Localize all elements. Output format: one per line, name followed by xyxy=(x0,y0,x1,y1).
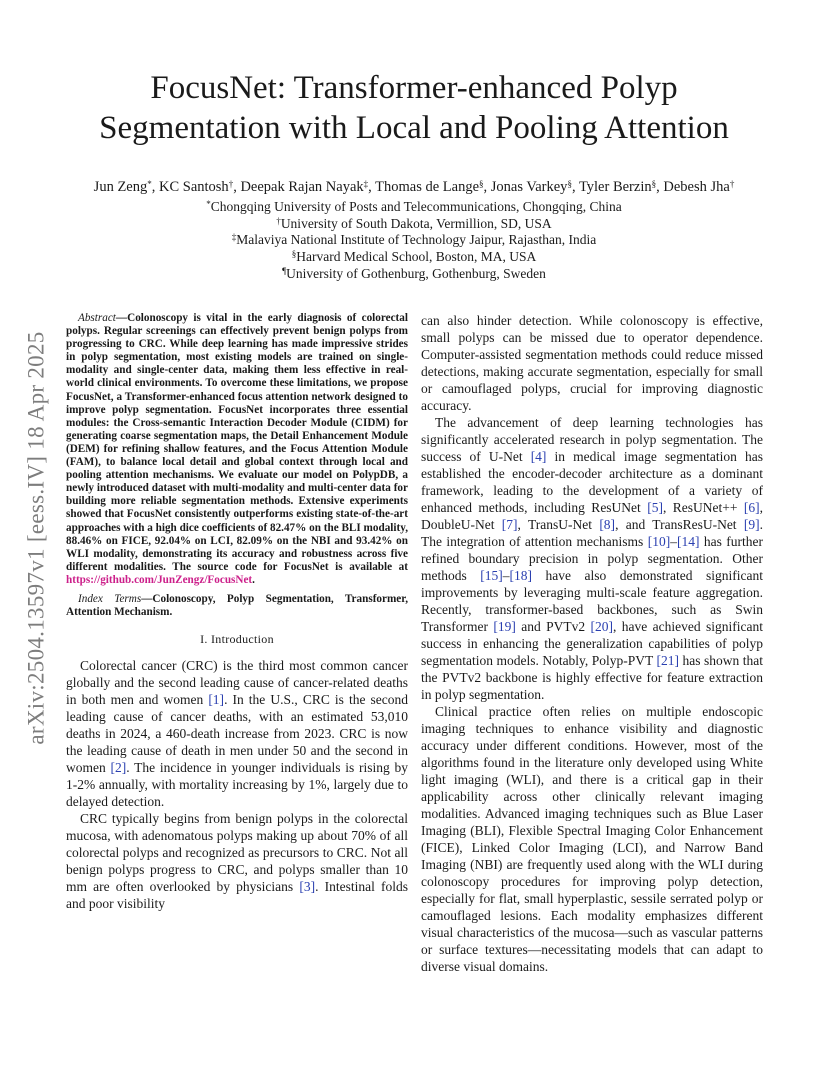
affiliation-4 xyxy=(0,249,828,265)
paragraph-text: . Intestinal folds and poor visibility xyxy=(66,879,408,912)
author-affiliation-mark: § xyxy=(567,179,572,189)
author-affiliation-mark: † xyxy=(729,179,735,189)
affiliation-text: Malaviya National Institute of Technology Jaipur, Rajasthan, India xyxy=(236,232,597,247)
affiliation-2 xyxy=(0,216,828,232)
author-name: Thomas de Lange xyxy=(375,179,480,195)
affiliation-mark: ‡ xyxy=(231,232,237,242)
index-terms-text: Colonoscopy, Polyp Segmentation, Transformer, Attention Mechanism. xyxy=(66,592,408,619)
affiliation-mark: § xyxy=(291,249,297,259)
citation-link[interactable]: [1] xyxy=(208,692,225,708)
index-terms: Index Terms—Colonoscopy, Polyp Segmentation, Transformer, Attention Mechanism. xyxy=(66,592,408,619)
citation-link[interactable]: [14] xyxy=(676,534,700,549)
paragraph-text: Colorectal cancer (CRC) is the third most common cancer globally and the second leading cause of cancer-related deaths in both men and women xyxy=(66,658,408,708)
paragraph-text: CRC typically begins from benign polyps in the colorectal mucosa, with adenomatous polyps making up about 70% of all colorectal polyps and recognized as precursors to CRC. Not all benign polyps progress to CRC, and polyps smaller than 10 mm are often overlooked by physicians xyxy=(66,811,408,895)
paragraph-text: , have achieved significant success in enhancing the generalization capabilities of polyp segmentation models. Notably, Polyp-PVT xyxy=(421,619,763,668)
author-name: Jun Zeng xyxy=(93,179,148,195)
citation-link[interactable]: [15] xyxy=(480,568,503,583)
citation-link[interactable]: [21] xyxy=(656,653,680,668)
paragraph-text: – xyxy=(502,568,510,583)
body-paragraph xyxy=(66,810,408,912)
paragraph-text: Clinical practice often relies on multiple endoscopic imaging techniques to enhance visibility and diagnostic accuracy under different conditions. However, most of the algorithms found in the literature only developed using White light imaging (WLI), and there is a critical gap in their applicability across other clinically relevant imaging modalities. Advanced imaging techniques such as Blue Laser Imaging (BLI), Flexible Spectral Imaging Color Enhancement (FICE), Linked Color Imaging (LCI), and Narrow Band Imaging (NBI) are frequently used along with the WLI during colonoscopy procedures for improving polyp detection, especially for flat, small hyperplastic, sessile serrated polyp or camouflaged lesions. Each modality emphasizes different visual characteristics of the mucosa—such as vascular patterns or surface textures—necessitating models that can adapt to diverse visual domains. xyxy=(421,704,763,974)
abstract: Abstract—Colonoscopy is vital in the early diagnosis of colorectal polyps. Regular screenings can effectively prevent benign polyps from progressing to CRC. While deep learning has made impressive strides in polyp segmentation, most existing models are trained on single-modality and single-center data, making them less effective in real-world clinical environments. To overcome these limitations, we propose FocusNet, a Transformer-enhanced focus attention network designed to improve polyp segmentation. FocusNet incorporates three essential modules: the Cross-semantic Interaction Decoder Module (CIDM) for generating coarse segmentation maps, the Detail Enhancement Module (DEM) for refining shallow features, and the Focus Attention Module (FAM), to balance local detail and global context through local and pooling attention mechanisms. We evaluate our model on PolypDB, a newly introduced dataset with multi-modality and multi-center data for building more reliable segmentation methods. Extensive experiments showed that FocusNet consistently outperforms existing state-of-the-art approaches with a high dice coefficients of 82.47% on the BLI modality, 88.46% on FICE, 92.04% on LCI, 82.09% on the NBI and 93.42% on WLI modality, demonstrating its accuracy and robustness across five different modalities. The source code for FocusNet is available at https://github.com/JunZengz/FocusNet. xyxy=(66,312,408,586)
body-paragraph xyxy=(66,657,408,810)
citation-link[interactable]: [18] xyxy=(509,568,533,583)
introduction-right-body xyxy=(421,312,763,975)
arxiv-stamp-text: arXiv:2504.13597v1 [eess.IV] 18 Apr 2025 xyxy=(24,331,50,745)
citation-link[interactable]: [20] xyxy=(590,619,614,634)
author-affiliation-mark: § xyxy=(651,179,657,189)
citation-link[interactable]: [5] xyxy=(647,500,663,515)
author-name: KC Santosh xyxy=(158,179,229,195)
abstract-label: Abstract xyxy=(78,312,116,324)
citation-link[interactable]: [4] xyxy=(530,449,547,464)
affiliation-text: Chongqing University of Posts and Telecommunications, Chongqing, China xyxy=(210,199,622,214)
citation-link[interactable]: [3] xyxy=(299,879,316,895)
affiliation-text: Harvard Medical School, Boston, MA, USA xyxy=(296,249,537,264)
paragraph-text: The advancement of deep learning technologies has significantly accelerated research in polyp segmentation. The success of U-Net xyxy=(421,415,763,464)
source-code-link[interactable]: https://github.com/JunZengz/FocusNet xyxy=(66,573,253,586)
body-paragraph xyxy=(421,703,763,975)
author-name: Jonas Varkey xyxy=(490,179,568,195)
author-affiliation-mark: * xyxy=(147,179,152,189)
paragraph-text: and PVTv2 xyxy=(515,619,591,634)
paragraph-text: , ResUNet++ xyxy=(662,500,744,515)
paragraph-text: , TransU-Net xyxy=(517,517,600,532)
paper-title xyxy=(0,68,828,148)
title-line-1: FocusNet: Transformer-enhanced Polyp xyxy=(150,70,678,106)
title-line-2: Segmentation with Local and Pooling Attention xyxy=(99,110,729,146)
introduction-left-body xyxy=(66,657,408,912)
citation-link[interactable]: [19] xyxy=(493,619,516,634)
citation-link[interactable]: [10] xyxy=(647,534,671,549)
paragraph-text: . The integration of attention mechanisms xyxy=(421,517,763,549)
author-affiliation-mark: † xyxy=(228,179,234,189)
affiliation-text: University of Gothenburg, Gothenburg, Sweden xyxy=(286,266,546,281)
affiliation-mark: * xyxy=(206,199,211,209)
author-affiliation-mark: ‡ xyxy=(363,179,369,189)
abstract-text: Colonoscopy is vital in the early diagnosis of colorectal polyps. Regular screenings can effectively prevent benign polyps from progressing to CRC. While deep learning has made impressive strides in polyp segmentation, most existing models are trained on single-modality and single-center data, making them less effective in real-world clinical environments. To overcome these limitations, we propose FocusNet, a Transformer-enhanced focus attention network designed to improve polyp segmentation. FocusNet incorporates three essential modules: the Cross-semantic Interaction Decoder Module (CIDM) for generating coarse segmentation maps, the Detail Enhancement Module (DEM) for refining shallow features, and the Focus Attention Module (FAM), to balance local detail and global context through local and pooling attention mechanisms. We evaluate our model on PolypDB, a newly introduced dataset with multi-modality and multi-center data for building more reliable segmentation methods. Extensive experiments showed that FocusNet consistently outperforms existing state-of-the-art approaches with a high dice coefficients of 82.47% on the BLI modality, 88.46% on FICE, 92.04% on LCI, 82.09% on the NBI and 93.42% on WLI modality, demonstrating its accuracy and robustness across five different modalities. The source code for FocusNet is available at xyxy=(66,312,408,573)
affiliation-mark: ¶ xyxy=(282,266,287,276)
citation-link[interactable]: [6] xyxy=(743,500,760,515)
paragraph-text: have also demonstrated significant improvements by leveraging multi-scale feature aggregation. Recently, transformer-based backbones, such as Swin Transformer xyxy=(421,568,763,634)
author-name: Deepak Rajan Nayak xyxy=(240,179,364,195)
paragraph-text: , DoubleU-Net xyxy=(421,500,764,532)
body-paragraph xyxy=(421,312,763,414)
section-heading-introduction: I. Introduction xyxy=(200,632,274,647)
paragraph-text: can also hinder detection. While colonoscopy is effective, small polyps can be missed due to operator dependence. Computer-assisted segmentation methods could reduce missed detections, making accurate segmentation, especially for small or camouflaged polyps, crucial for improving diagnostic accuracy. xyxy=(421,313,763,413)
arxiv-identifier-stamp xyxy=(20,290,54,786)
paragraph-text: . The incidence in younger individuals is rising by 1-2% annually, with mortality increasing by 1%, largely due to delayed detection. xyxy=(66,760,408,810)
citation-link[interactable]: [7] xyxy=(501,517,518,532)
affiliation-5 xyxy=(0,266,828,282)
author-affiliation-mark: § xyxy=(479,179,484,189)
paragraph-text: – xyxy=(670,534,677,549)
author-name: Tyler Berzin xyxy=(578,179,652,195)
paragraph-text: in medical image segmentation has established the encoder-decoder architecture as a dominant framework, leading to the development of a variety of enhanced methods, including ResUNet xyxy=(421,449,763,515)
citation-link[interactable]: [2] xyxy=(110,760,127,776)
left-column xyxy=(66,312,408,912)
index-terms-label: Index Terms xyxy=(78,592,142,605)
citation-link[interactable]: [9] xyxy=(743,517,760,532)
affiliation-1 xyxy=(0,199,828,215)
paragraph-text: has shown that the PVTv2 backbone is highly effective for feature extraction in polyp segmentation. xyxy=(421,653,763,702)
affiliation-3 xyxy=(0,232,828,248)
affiliation-mark: † xyxy=(276,216,281,226)
author-name: Debesh Jha xyxy=(663,179,730,195)
paragraph-text: has further refined boundary precision in polyp segmentation. Other methods xyxy=(421,534,763,583)
citation-link[interactable]: [8] xyxy=(599,517,616,532)
paragraph-text: , and TransResU-Net xyxy=(615,517,744,532)
paragraph-text: . In the U.S., CRC is the second leading cause of cancer deaths, with an estimated 53,010 deaths in 2024, a 460-death increase from 2023. CRC is now the leading cause of death in men under 50 and the second in women xyxy=(66,692,409,776)
body-paragraph xyxy=(421,414,763,703)
right-column xyxy=(421,312,763,975)
affiliation-text: University of South Dakota, Vermillion, SD, USA xyxy=(280,216,552,231)
author-list: Jun Zeng*, KC Santosh†, Deepak Rajan Nayak‡, Thomas de Lange§, Jonas Varkey§, Tyler Berzin§, Debesh Jha† xyxy=(93,179,735,195)
